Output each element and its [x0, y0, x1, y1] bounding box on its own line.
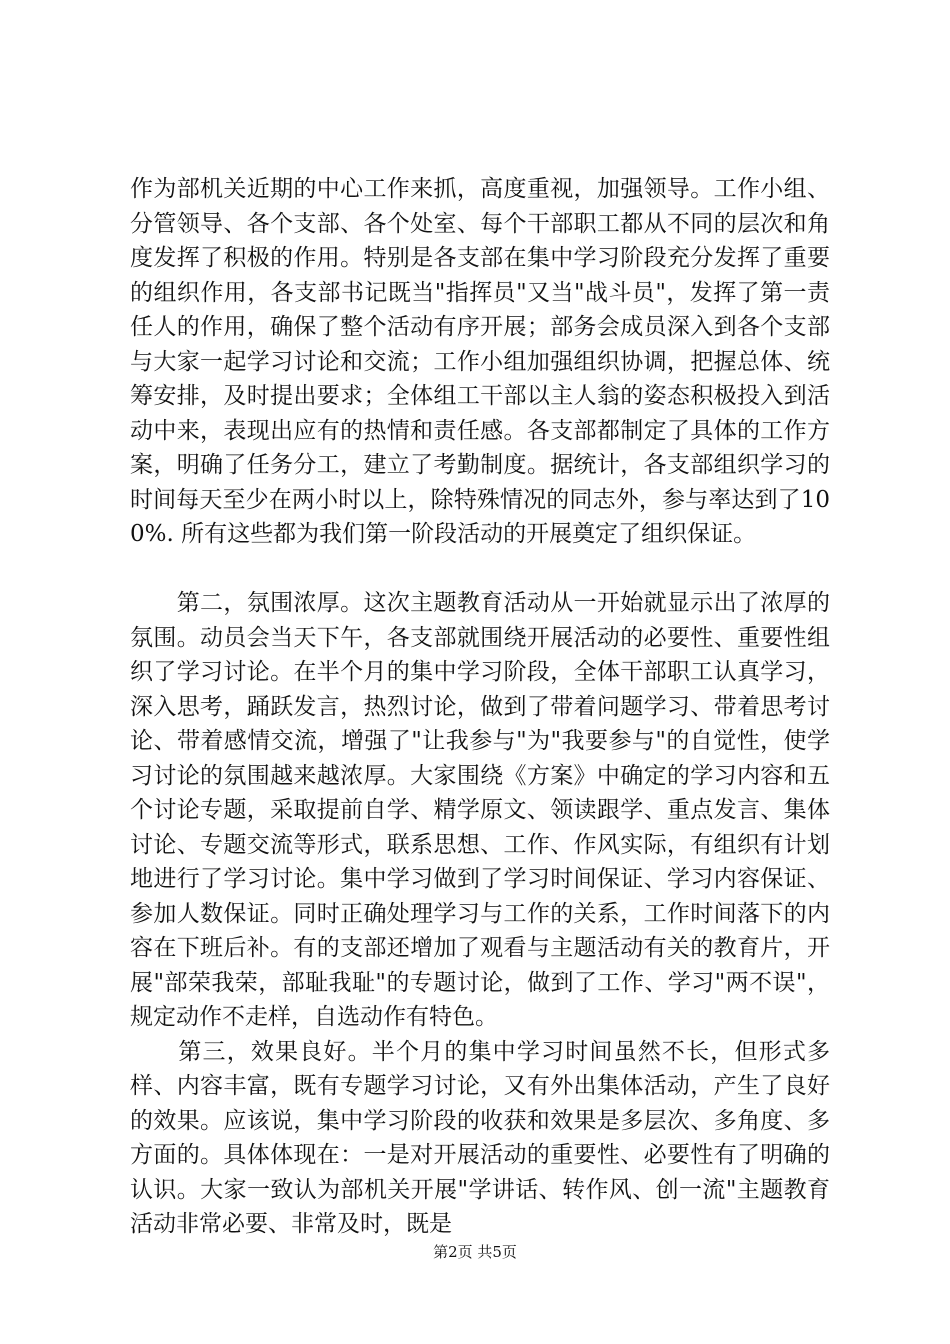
- paragraph-2: 第二，氛围浓厚。这次主题教育活动从一开始就显示出了浓厚的氛围。动员会当天下午，各支部就围绕开展活动的必要性、重要性组织了学习讨论。在半个月的集中学习阶段，全体干部职工认真学习，深入思考，踊跃发言，热烈讨论，做到了带着问题学习、带着思考讨论、带着感情交流，增强了"让我参与"为"我要参与"的自觉性，使学习讨论的氛围越来越浓厚。大家围绕《方案》中确定的学习内容和五个讨论专题，采取提前自学、精学原文、领读跟学、重点发言、集体讨论、专题交流等形式，联系思想、工作、作风实际，有组织有计划地进行了学习讨论。集中学习做到了学习时间保证、学习内容保证、参加人数保证。同时正确处理学习与工作的关系，工作时间落下的内容在下班后补。有的支部还增加了观看与主题活动有关的教育片，开展"部荣我荣，部耻我耻"的专题讨论，做到了工作、学习"两不误"，规定动作不走样，自选动作有特色。: [130, 590, 830, 1030]
- paragraph-gap: [130, 552, 830, 587]
- document-body: [130, 172, 830, 1242]
- paragraph-3: 第三，效果良好。半个月的集中学习时间虽然不长，但形式多样、内容丰富，既有专题学习讨论，又有外出集体活动，产生了良好的效果。应该说，集中学习阶段的收获和效果是多层次、多角度、多方面的。具体体现在：一是对开展活动的重要性、必要性有了明确的认识。大家一致认为部机关开展"学讲话、转作风、创一流"主题教育活动非常必要、非常及时，既是: [130, 1038, 830, 1237]
- paragraph-1: 作为部机关近期的中心工作来抓，高度重视，加强领导。工作小组、分管领导、各个支部、各个处室、每个干部职工都从不同的层次和角度发挥了积极的作用。特别是各支部在集中学习阶段充分发挥了重要的组织作用，各支部书记既当"指挥员"又当"战斗员"，发挥了第一责任人的作用，确保了整个活动有序开展；部务会成员深入到各个支部与大家一起学习讨论和交流；工作小组加强组织协调，把握总体、统筹安排，及时提出要求；全体组工干部以主人翁的姿态积极投入到活动中来，表现出应有的热情和责任感。各支部都制定了具体的工作方案，明确了任务分工，建立了考勤制度。据统计，各支部组织学习的时间每天至少在两小时以上，除特殊情况的同志外，参与率达到了100%. 所有这些都为我们第一阶段活动的开展奠定了组织保证。: [130, 176, 830, 547]
- page-footer: 第2页 共5页: [433, 1243, 517, 1261]
